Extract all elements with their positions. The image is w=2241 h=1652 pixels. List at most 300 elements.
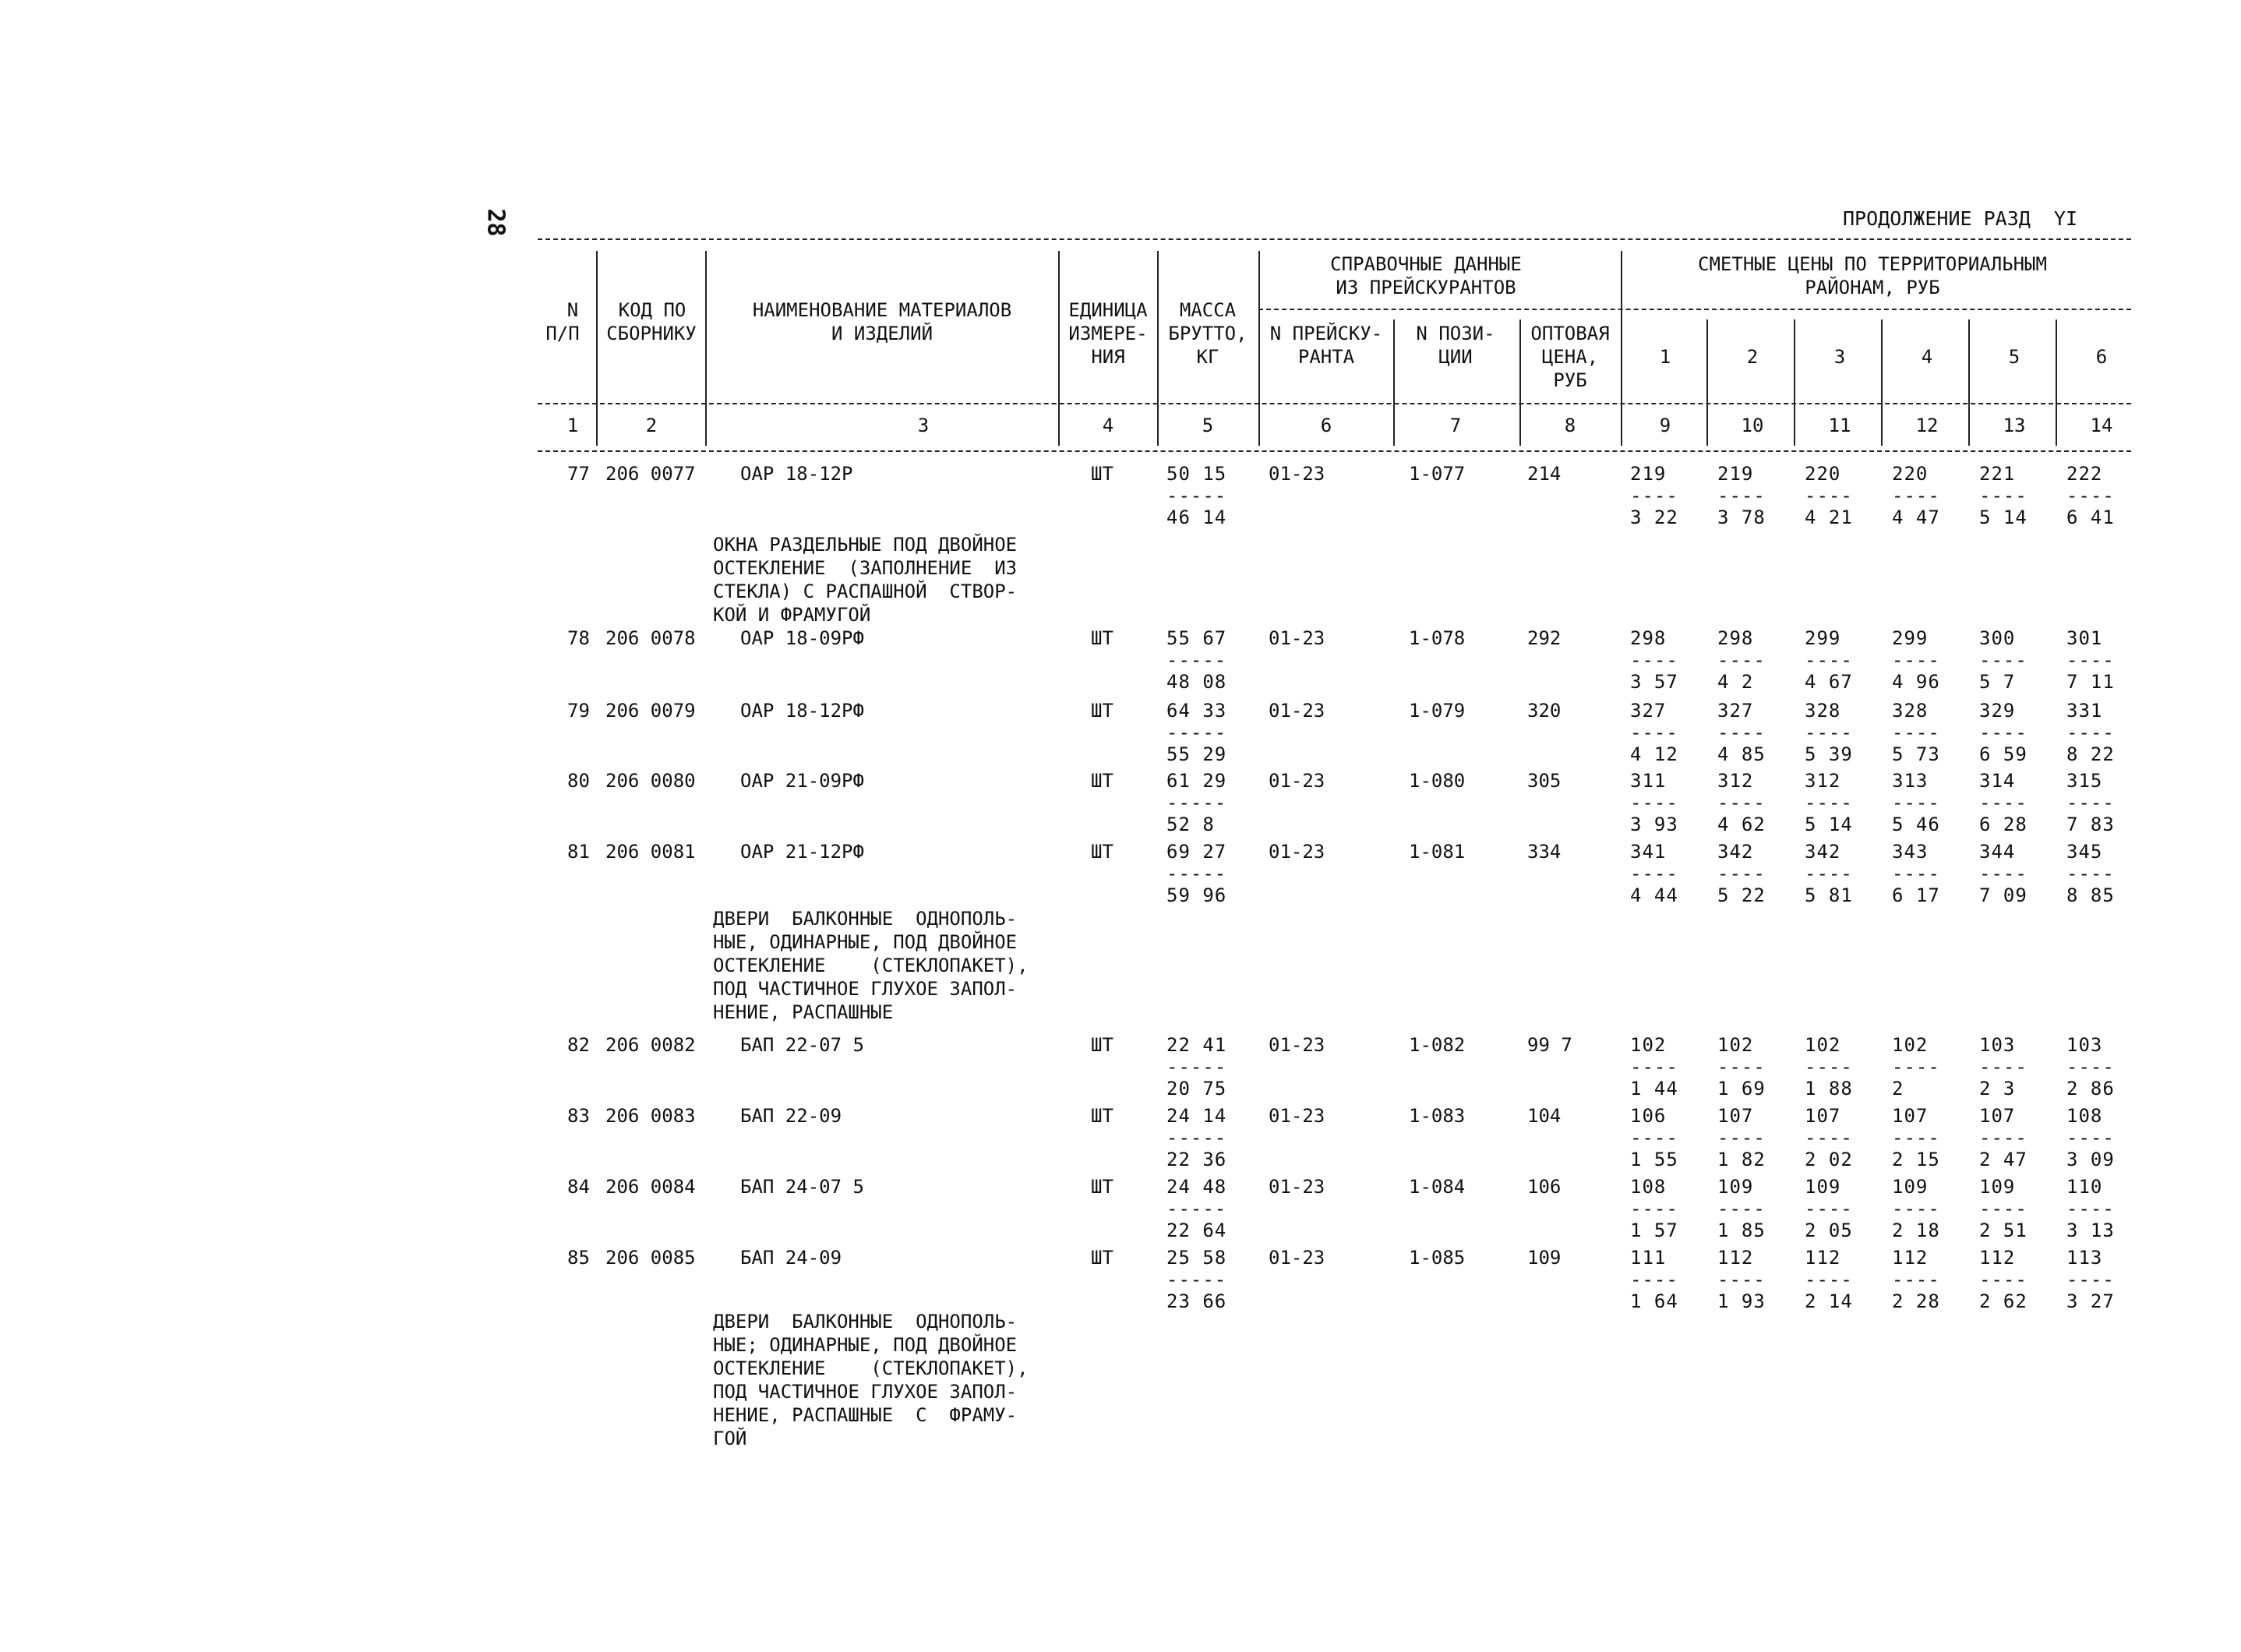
col-divider <box>1881 319 1883 446</box>
header-bottom-rule <box>538 403 2131 404</box>
region-price: 219 <box>1630 463 1667 485</box>
fraction-bar: ---- <box>1805 1127 1853 1149</box>
row-region-price-2 <box>1717 770 1766 835</box>
fraction-bar: ---- <box>1630 722 1678 743</box>
fraction-bar: ---- <box>1805 722 1853 743</box>
mass-gross: 55 67 <box>1166 627 1227 649</box>
fraction-bar: ---- <box>1979 863 2027 884</box>
row-region-price-5 <box>1979 463 2027 528</box>
column-number: 5 <box>1202 415 1214 436</box>
fraction-bar: ---- <box>1805 1198 1853 1220</box>
col-divider <box>705 251 707 446</box>
row-price-list: 01-23 <box>1269 1247 1325 1269</box>
fraction-bar: ---- <box>1892 485 1940 507</box>
fraction-bar: ----- <box>1166 1056 1227 1078</box>
column-number: 3 <box>917 415 930 436</box>
region-price: 106 <box>1630 1105 1667 1127</box>
region-price-extra: 4 2 <box>1717 671 1754 693</box>
fraction-bar: ---- <box>1892 1269 1940 1290</box>
col-divider <box>1794 319 1795 446</box>
row-region-price-1 <box>1630 1105 1678 1170</box>
region-price-extra: 6 28 <box>1979 814 2027 835</box>
fraction-bar: ---- <box>1892 863 1940 884</box>
row-unit: ШТ <box>1091 463 1113 485</box>
column-number: 14 <box>2090 415 2113 436</box>
row-number: 84 <box>567 1176 590 1198</box>
region-price: 112 <box>1892 1247 1929 1269</box>
region-price-extra: 1 93 <box>1717 1290 1766 1312</box>
region-price-extra: 3 13 <box>2066 1220 2115 1241</box>
region-price-extra: 2 62 <box>1979 1290 2027 1312</box>
header-wholesale: ОПТОВАЯ <box>1530 323 1610 344</box>
fraction-bar: ---- <box>1979 1198 2027 1220</box>
section-heading-line: ГОЙ <box>713 1428 747 1449</box>
region-price-extra: 5 14 <box>1979 507 2027 528</box>
region-price: 110 <box>2066 1176 2103 1198</box>
header-reference-group: ИЗ ПРЕЙСКУРАНТОВ <box>1336 277 1516 298</box>
header-regions-group: РАЙОНАМ, РУБ <box>1805 277 1940 298</box>
region-price-extra: 2 51 <box>1979 1220 2027 1241</box>
row-region-price-1 <box>1630 841 1678 906</box>
mass-gross: 25 58 <box>1166 1247 1227 1269</box>
header-code: КОД ПО <box>618 299 686 321</box>
row-code: 206 0084 <box>605 1176 696 1198</box>
region-price: 331 <box>2066 700 2103 722</box>
fraction-bar: ---- <box>2066 1127 2115 1149</box>
fraction-bar: ---- <box>1979 649 2027 671</box>
region-price: 313 <box>1892 770 1929 792</box>
row-position: 1-082 <box>1409 1034 1466 1056</box>
region-price-extra: 2 18 <box>1892 1220 1940 1241</box>
region-price-extra: 4 47 <box>1892 507 1940 528</box>
fraction-bar: ---- <box>2066 863 2115 884</box>
column-number: 9 <box>1659 415 1671 436</box>
row-code: 206 0085 <box>605 1247 696 1269</box>
region-price: 328 <box>1892 700 1929 722</box>
fraction-bar: ---- <box>2066 1056 2115 1078</box>
column-number: 12 <box>1915 415 1939 436</box>
region-price-extra: 5 81 <box>1805 884 1853 906</box>
section-heading-line: КОЙ И ФРАМУГОЙ <box>713 604 871 626</box>
row-region-price-2 <box>1717 700 1766 765</box>
row-mass <box>1166 1247 1226 1312</box>
row-number: 80 <box>567 770 590 792</box>
fraction-bar: ---- <box>1630 649 1678 671</box>
section-heading-line: НЫЕ; ОДИНАРНЫЕ, ПОД ДВОЙНОЕ <box>713 1334 1018 1356</box>
section-heading-line: НЕНИЕ, РАСПАШНЫЕ С ФРАМУ- <box>713 1404 1018 1426</box>
col-divider <box>1157 251 1159 446</box>
region-price-extra: 2 47 <box>1979 1149 2027 1170</box>
header-region-1: 1 <box>1659 346 1671 368</box>
region-price: 107 <box>1979 1105 2016 1127</box>
row-number: 85 <box>567 1247 590 1269</box>
row-number: 82 <box>567 1034 590 1056</box>
row-region-price-3 <box>1805 1247 1853 1312</box>
row-position: 1-077 <box>1409 463 1466 485</box>
region-price: 342 <box>1805 841 1841 863</box>
fraction-bar: ---- <box>1979 792 2027 814</box>
region-price-extra: 3 22 <box>1630 507 1678 528</box>
row-wholesale: 104 <box>1527 1105 1562 1127</box>
header-code: СБОРНИКУ <box>606 323 697 344</box>
row-wholesale: 99 7 <box>1527 1034 1572 1056</box>
region-price: 109 <box>1979 1176 2016 1198</box>
fraction-bar: ----- <box>1166 863 1227 884</box>
region-price-extra: 5 46 <box>1892 814 1940 835</box>
region-price: 327 <box>1717 700 1754 722</box>
row-name: БАП 24-09 <box>740 1247 842 1269</box>
row-position: 1-081 <box>1409 841 1466 863</box>
fraction-bar: ----- <box>1166 485 1227 507</box>
row-region-price-2 <box>1717 841 1766 906</box>
fraction-bar: ---- <box>1717 722 1766 743</box>
fraction-bar: ---- <box>1630 485 1678 507</box>
fraction-bar: ----- <box>1166 1198 1227 1220</box>
row-region-price-1 <box>1630 700 1678 765</box>
row-wholesale: 334 <box>1527 841 1562 863</box>
row-price-list: 01-23 <box>1269 1105 1325 1127</box>
row-region-price-2 <box>1717 463 1766 528</box>
region-price: 311 <box>1630 770 1667 792</box>
row-mass <box>1166 463 1226 528</box>
header-divider <box>1258 309 2131 310</box>
row-region-price-2 <box>1717 1034 1766 1100</box>
region-price: 222 <box>2066 463 2103 485</box>
fraction-bar: ----- <box>1166 722 1227 743</box>
region-price: 327 <box>1630 700 1667 722</box>
fraction-bar: ---- <box>1630 863 1678 884</box>
mass-gross: 22 41 <box>1166 1034 1227 1056</box>
row-region-price-3 <box>1805 463 1853 528</box>
fraction-bar: ---- <box>1979 485 2027 507</box>
region-price: 111 <box>1630 1247 1667 1269</box>
row-wholesale: 320 <box>1527 700 1562 722</box>
col-divider <box>2056 319 2057 446</box>
region-price: 102 <box>1892 1034 1929 1056</box>
row-wholesale: 214 <box>1527 463 1562 485</box>
mass-net: 55 29 <box>1166 743 1227 765</box>
region-price-extra: 6 17 <box>1892 884 1940 906</box>
mass-net: 22 36 <box>1166 1149 1227 1170</box>
region-price-extra: 3 27 <box>2066 1290 2115 1312</box>
section-heading-line: ПОД ЧАСТИЧНОЕ ГЛУХОЕ ЗАПОЛ- <box>713 978 1018 1000</box>
header-region-6: 6 <box>2095 346 2108 368</box>
region-price-extra: 6 59 <box>1979 743 2027 765</box>
row-region-price-1 <box>1630 627 1678 693</box>
row-wholesale: 292 <box>1527 627 1562 649</box>
fraction-bar: ---- <box>2066 649 2115 671</box>
column-number: 10 <box>1741 415 1764 436</box>
region-price-extra: 1 85 <box>1717 1220 1766 1241</box>
region-price-extra: 5 39 <box>1805 743 1853 765</box>
region-price-extra: 1 55 <box>1630 1149 1678 1170</box>
row-region-price-1 <box>1630 1034 1678 1100</box>
column-number: 8 <box>1564 415 1576 436</box>
row-region-price-5 <box>1979 1176 2027 1241</box>
fraction-bar: ---- <box>1630 792 1678 814</box>
region-price: 344 <box>1979 841 2016 863</box>
fraction-bar: ---- <box>1979 1056 2027 1078</box>
fraction-bar: ---- <box>1630 1056 1678 1078</box>
row-position: 1-084 <box>1409 1176 1466 1198</box>
mass-gross: 64 33 <box>1166 700 1227 722</box>
column-number: 1 <box>566 415 579 436</box>
region-price: 108 <box>1630 1176 1667 1198</box>
row-number: 83 <box>567 1105 590 1127</box>
region-price-extra: 2 15 <box>1892 1149 1940 1170</box>
mass-net: 20 75 <box>1166 1078 1227 1100</box>
fraction-bar: ---- <box>1892 1056 1940 1078</box>
row-price-list: 01-23 <box>1269 463 1325 485</box>
region-price: 109 <box>1717 1176 1754 1198</box>
region-price-extra: 2 28 <box>1892 1290 1940 1312</box>
row-region-price-6 <box>2066 770 2115 835</box>
region-price: 299 <box>1892 627 1929 649</box>
fraction-bar: ---- <box>2066 1198 2115 1220</box>
header-position: N ПОЗИ- <box>1416 323 1495 344</box>
mass-net: 46 14 <box>1166 507 1227 528</box>
column-number: 6 <box>1320 415 1332 436</box>
region-price: 328 <box>1805 700 1841 722</box>
row-region-price-3 <box>1805 700 1853 765</box>
row-code: 206 0078 <box>605 627 696 649</box>
section-continuation: ПРОДОЛЖЕНИЕ РАЗД YI <box>1843 207 2078 230</box>
row-price-list: 01-23 <box>1269 1176 1325 1198</box>
row-price-list: 01-23 <box>1269 1034 1325 1056</box>
header-region-2: 2 <box>1746 346 1759 368</box>
region-price-extra: 8 85 <box>2066 884 2115 906</box>
row-number: 81 <box>567 841 590 863</box>
region-price: 107 <box>1717 1105 1754 1127</box>
region-price: 113 <box>2066 1247 2103 1269</box>
region-price: 219 <box>1717 463 1754 485</box>
row-region-price-5 <box>1979 700 2027 765</box>
section-heading-line: ОКНА РАЗДЕЛЬНЫЕ ПОД ДВОЙНОЕ <box>713 534 1018 556</box>
row-region-price-3 <box>1805 1034 1853 1100</box>
section-heading-line: НЕНИЕ, РАСПАШНЫЕ <box>713 1001 894 1023</box>
column-number: 11 <box>1828 415 1851 436</box>
row-region-price-3 <box>1805 1105 1853 1170</box>
mass-gross: 69 27 <box>1166 841 1227 863</box>
mass-net: 59 96 <box>1166 884 1227 906</box>
region-price-extra: 7 09 <box>1979 884 2027 906</box>
header-price-list: РАНТА <box>1297 346 1355 368</box>
row-code: 206 0079 <box>605 700 696 722</box>
header-name: НАИМЕНОВАНИЕ МАТЕРИАЛОВ <box>752 299 1012 321</box>
row-code: 206 0077 <box>605 463 696 485</box>
col-divider <box>1058 251 1060 446</box>
row-name: ОАР 18-09РФ <box>740 627 864 649</box>
row-mass <box>1166 627 1226 693</box>
row-region-price-6 <box>2066 1247 2115 1312</box>
column-number: 4 <box>1102 415 1114 436</box>
region-price: 220 <box>1805 463 1841 485</box>
region-price: 108 <box>2066 1105 2103 1127</box>
header-regions-group: СМЕТНЫЕ ЦЕНЫ ПО ТЕРРИТОРИАЛЬНЫМ <box>1698 253 2047 275</box>
region-price: 103 <box>2066 1034 2103 1056</box>
region-price: 107 <box>1805 1105 1841 1127</box>
row-region-price-4 <box>1892 1247 1940 1312</box>
row-mass <box>1166 1034 1226 1100</box>
fraction-bar: ---- <box>1805 649 1853 671</box>
header-region-3: 3 <box>1833 346 1846 368</box>
fraction-bar: ----- <box>1166 649 1227 671</box>
region-price: 315 <box>2066 770 2103 792</box>
row-region-price-2 <box>1717 1105 1766 1170</box>
region-price-extra: 1 69 <box>1717 1078 1766 1100</box>
row-number: 78 <box>567 627 590 649</box>
header-mass: БРУТТО, <box>1168 323 1248 344</box>
fraction-bar: ---- <box>1892 1198 1940 1220</box>
fraction-bar: ---- <box>1717 1056 1766 1078</box>
region-price: 103 <box>1979 1034 2016 1056</box>
mass-gross: 24 48 <box>1166 1176 1227 1198</box>
row-region-price-4 <box>1892 700 1940 765</box>
region-price: 221 <box>1979 463 2016 485</box>
fraction-bar: ---- <box>1979 722 2027 743</box>
row-region-price-3 <box>1805 627 1853 693</box>
row-region-price-3 <box>1805 841 1853 906</box>
section-heading-line: ОСТЕКЛЕНИЕ (ЗАПОЛНЕНИЕ ИЗ <box>713 557 1018 579</box>
column-number: 7 <box>1449 415 1462 436</box>
fraction-bar: ---- <box>1892 792 1940 814</box>
region-price: 102 <box>1717 1034 1754 1056</box>
region-price: 298 <box>1630 627 1667 649</box>
mass-gross: 24 14 <box>1166 1105 1227 1127</box>
region-price: 314 <box>1979 770 2016 792</box>
fraction-bar: ----- <box>1166 1269 1227 1290</box>
header-unit: ИЗМЕРЕ- <box>1068 323 1148 344</box>
region-price: 329 <box>1979 700 2016 722</box>
mass-net: 22 64 <box>1166 1220 1227 1241</box>
fraction-bar: ---- <box>1892 722 1940 743</box>
fraction-bar: ---- <box>1630 1198 1678 1220</box>
fraction-bar: ---- <box>1805 1269 1853 1290</box>
row-price-list: 01-23 <box>1269 841 1325 863</box>
row-mass <box>1166 770 1226 835</box>
row-price-list: 01-23 <box>1269 627 1325 649</box>
region-price: 342 <box>1717 841 1754 863</box>
row-position: 1-078 <box>1409 627 1466 649</box>
col-divider <box>1393 319 1395 446</box>
row-unit: ШТ <box>1091 1034 1113 1056</box>
header-position: ЦИИ <box>1438 346 1473 368</box>
row-region-price-2 <box>1717 627 1766 693</box>
region-price-extra: 1 64 <box>1630 1290 1678 1312</box>
row-region-price-1 <box>1630 1176 1678 1241</box>
row-region-price-6 <box>2066 841 2115 906</box>
column-number: 13 <box>2003 415 2026 436</box>
fraction-bar: ---- <box>1717 1127 1766 1149</box>
header-name: И ИЗДЕЛИЙ <box>831 323 933 344</box>
region-price-extra: 4 96 <box>1892 671 1940 693</box>
row-region-price-5 <box>1979 1034 2027 1100</box>
row-unit: ШТ <box>1091 841 1113 863</box>
fraction-bar: ---- <box>1630 1127 1678 1149</box>
section-heading-line: ДВЕРИ БАЛКОННЫЕ ОДНОПОЛЬ- <box>713 908 1018 930</box>
region-price-extra: 5 7 <box>1979 671 2016 693</box>
row-region-price-6 <box>2066 1105 2115 1170</box>
mass-net: 23 66 <box>1166 1290 1227 1312</box>
fraction-bar: ---- <box>1717 792 1766 814</box>
region-price: 112 <box>1717 1247 1754 1269</box>
row-region-price-4 <box>1892 770 1940 835</box>
row-name: ОАР 21-09РФ <box>740 770 864 792</box>
row-region-price-4 <box>1892 463 1940 528</box>
fraction-bar: ---- <box>1892 1127 1940 1149</box>
column-number-rule <box>538 450 2131 452</box>
region-price-extra: 4 12 <box>1630 743 1678 765</box>
row-price-list: 01-23 <box>1269 700 1325 722</box>
row-region-price-2 <box>1717 1176 1766 1241</box>
region-price-extra: 4 21 <box>1805 507 1853 528</box>
region-price-extra: 2 14 <box>1805 1290 1853 1312</box>
col-divider <box>1706 319 1708 446</box>
region-price-extra: 3 09 <box>2066 1149 2115 1170</box>
header-wholesale: РУБ <box>1553 369 1587 391</box>
row-region-price-6 <box>2066 463 2115 528</box>
header-reference-group: СПРАВОЧНЫЕ ДАННЫЕ <box>1330 253 1522 275</box>
col-divider <box>1968 319 1970 446</box>
region-price-extra: 1 88 <box>1805 1078 1853 1100</box>
row-position: 1-080 <box>1409 770 1466 792</box>
mass-net: 48 08 <box>1166 671 1227 693</box>
region-price: 312 <box>1717 770 1754 792</box>
row-name: БАП 22-09 <box>740 1105 842 1127</box>
header-region-4: 4 <box>1921 346 1933 368</box>
fraction-bar: ---- <box>1717 1198 1766 1220</box>
region-price: 300 <box>1979 627 2016 649</box>
row-unit: ШТ <box>1091 1247 1113 1269</box>
region-price: 345 <box>2066 841 2103 863</box>
fraction-bar: ----- <box>1166 792 1227 814</box>
col-divider <box>1621 251 1622 446</box>
region-price-extra: 2 86 <box>2066 1078 2115 1100</box>
region-price-extra: 7 11 <box>2066 671 2115 693</box>
row-region-price-5 <box>1979 627 2027 693</box>
fraction-bar: ---- <box>1717 485 1766 507</box>
row-region-price-4 <box>1892 1176 1940 1241</box>
row-mass <box>1166 700 1226 765</box>
section-heading-line: ПОД ЧАСТИЧНОЕ ГЛУХОЕ ЗАПОЛ- <box>713 1381 1018 1403</box>
fraction-bar: ---- <box>1805 863 1853 884</box>
region-price-extra: 2 3 <box>1979 1078 2016 1100</box>
region-price-extra: 2 <box>1892 1078 1904 1100</box>
region-price-extra: 4 62 <box>1717 814 1766 835</box>
row-region-price-6 <box>2066 1034 2115 1100</box>
row-position: 1-083 <box>1409 1105 1466 1127</box>
region-price: 299 <box>1805 627 1841 649</box>
region-price-extra: 6 41 <box>2066 507 2115 528</box>
region-price-extra: 4 44 <box>1630 884 1678 906</box>
fraction-bar: ---- <box>1805 792 1853 814</box>
region-price-extra: 4 85 <box>1717 743 1766 765</box>
region-price: 102 <box>1630 1034 1667 1056</box>
row-mass <box>1166 841 1226 906</box>
row-region-price-6 <box>2066 627 2115 693</box>
row-wholesale: 109 <box>1527 1247 1562 1269</box>
row-position: 1-079 <box>1409 700 1466 722</box>
col-divider <box>596 251 598 446</box>
mass-gross: 50 15 <box>1166 463 1227 485</box>
region-price-extra: 5 14 <box>1805 814 1853 835</box>
region-price-extra: 1 44 <box>1630 1078 1678 1100</box>
region-price-extra: 1 82 <box>1717 1149 1766 1170</box>
region-price: 341 <box>1630 841 1667 863</box>
region-price: 107 <box>1892 1105 1929 1127</box>
fraction-bar: ---- <box>1630 1269 1678 1290</box>
region-price-extra: 7 83 <box>2066 814 2115 835</box>
